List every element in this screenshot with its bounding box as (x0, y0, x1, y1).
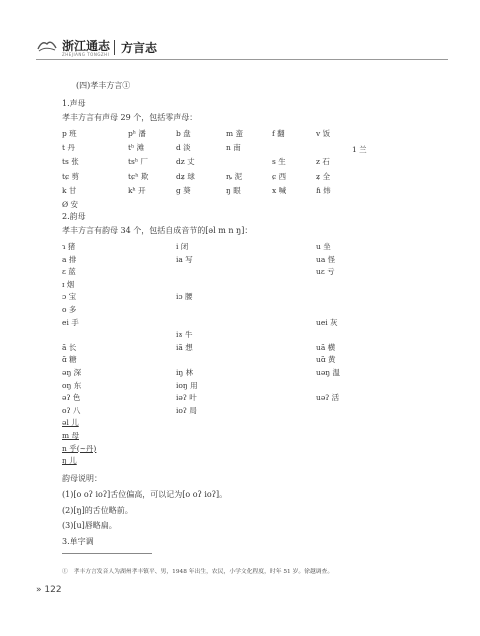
final-cell: uei 灰 (316, 317, 338, 327)
header-subtitle: ZHEJIANG TONGZHI (62, 52, 110, 57)
initial-cell: tɕʰ 欺 (128, 171, 149, 181)
initial-cell: tɕ 剪 (62, 171, 80, 181)
initial-cell: t 丹 (62, 143, 75, 153)
initial-cell: tsʰ 厂 (128, 157, 148, 167)
final-cell: əl 儿 (62, 418, 79, 428)
header-section: 方言志 (121, 41, 158, 55)
final-cell: əʔ 色 (62, 393, 81, 403)
initial-cell: g 葵 (176, 185, 191, 195)
final-cell: ã 长 (62, 342, 77, 352)
initial-cell: v 饭 (316, 129, 331, 138)
final-cell: a 排 (62, 254, 77, 264)
note-item: (2)[ŋ]的舌位略前。 (62, 506, 133, 515)
final-cell: uɑ̃ 黄 (316, 355, 336, 365)
initial-cell: p 班 (62, 129, 77, 138)
final-cell: ɿ 猪 (62, 242, 76, 251)
initial-cell: z 石 (316, 157, 330, 167)
initial-cell: b 盘 (176, 129, 191, 138)
page-number-value: 122 (44, 585, 62, 595)
final-cell: ua 怪 (316, 254, 336, 264)
final-cell: ɑ̃ 糖 (62, 355, 77, 365)
initials-heading: 1.声母 (62, 99, 86, 108)
page-marker: » (36, 585, 42, 595)
final-cell: ioʔ 局 (176, 405, 197, 415)
final-cell: ɛ 蓝 (62, 267, 76, 277)
margin-note: 1 兰 (352, 145, 367, 154)
note-item: (1)[o oʔ ioʔ]舌位偏高，可以记为[o oʔ ioʔ]。 (62, 490, 228, 499)
initial-cell: m 蛮 (226, 129, 243, 138)
initial-cell: s 生 (272, 157, 286, 167)
final-cell: uəŋ 温 (316, 368, 340, 377)
final-cell: m 母 (62, 431, 79, 440)
final-cell: ei 手 (62, 317, 79, 327)
header-title: 浙江通志 (62, 39, 111, 53)
header-divider (114, 40, 115, 55)
final-cell: ŋ 儿 (62, 456, 77, 466)
initial-cell: dz 丈 (176, 157, 195, 167)
initial-cell: ɕ 西 (272, 171, 287, 181)
final-cell: o 多 (62, 305, 77, 314)
final-cell: uəʔ 活 (316, 393, 340, 403)
final-cell: ɔ 宝 (62, 292, 77, 302)
initial-cell: k 甘 (62, 185, 77, 195)
initial-cell: dʑ 球 (176, 171, 195, 181)
tones-heading: 3.单字调 (62, 537, 94, 546)
initial-cell: pʰ 潘 (128, 129, 146, 138)
initial-cell: Ø 安 (62, 200, 79, 209)
final-cell: i 闭 (176, 242, 189, 251)
notes-heading: 韵母说明： (62, 474, 102, 483)
initial-cell: x 喊 (272, 185, 287, 195)
section-title: (四)孝丰方言① (76, 81, 131, 90)
final-cell: iã 想 (176, 342, 193, 352)
final-cell: oŋ 东 (62, 380, 82, 390)
final-cell: iɤ 牛 (176, 330, 193, 340)
final-cell: oʔ 八 (62, 405, 81, 415)
initial-cell: ŋ 眼 (226, 185, 241, 195)
final-cell: ɪ 烟 (62, 279, 75, 289)
initial-cell: ts 张 (62, 157, 79, 167)
initial-cell: kʰ 开 (128, 185, 146, 195)
note-item: (3)[u]唇略扁。 (62, 521, 117, 530)
footnote: ① 孝丰方言发音人为湖州孝丰镇平、男，1948 年出生，农民，小学文化程度，时年 51 岁。徐越调查。 (62, 569, 334, 575)
initial-cell: ʑ 全 (316, 171, 331, 181)
initial-cell: n 南 (226, 143, 241, 153)
footnote-rule (62, 553, 152, 554)
initial-cell: d 淡 (176, 143, 191, 153)
finals-heading: 2.韵母 (62, 212, 86, 221)
final-cell: uɛ 亏 (316, 267, 335, 277)
initials-intro: 孝丰方言有声母 29 个，包括零声母： (62, 113, 198, 122)
final-cell: u 坐 (316, 242, 331, 251)
header-rule (36, 59, 448, 60)
zhejiang-tongzhi-logo-icon (36, 38, 58, 52)
initial-cell: f 翻 (272, 129, 285, 138)
final-cell: əŋ 深 (62, 368, 82, 377)
initial-cell: ȵ 泥 (226, 171, 243, 181)
finals-intro: 孝丰方言有韵母 34 个，包括自成音节的[əl m n ŋ]： (62, 226, 253, 235)
final-cell: iɔ 腰 (176, 292, 193, 302)
initial-cell: ɦ 炜 (316, 185, 331, 195)
page-number (36, 585, 62, 595)
final-cell: uã 横 (316, 342, 336, 352)
final-cell: iəʔ 叶 (176, 393, 197, 403)
final-cell: n 乎(~丹) (62, 443, 97, 453)
initial-cell: tʰ 滩 (128, 143, 145, 153)
final-cell: iŋ 林 (176, 368, 194, 377)
final-cell: ioŋ 用 (176, 380, 198, 390)
final-cell: ia 写 (176, 254, 193, 264)
